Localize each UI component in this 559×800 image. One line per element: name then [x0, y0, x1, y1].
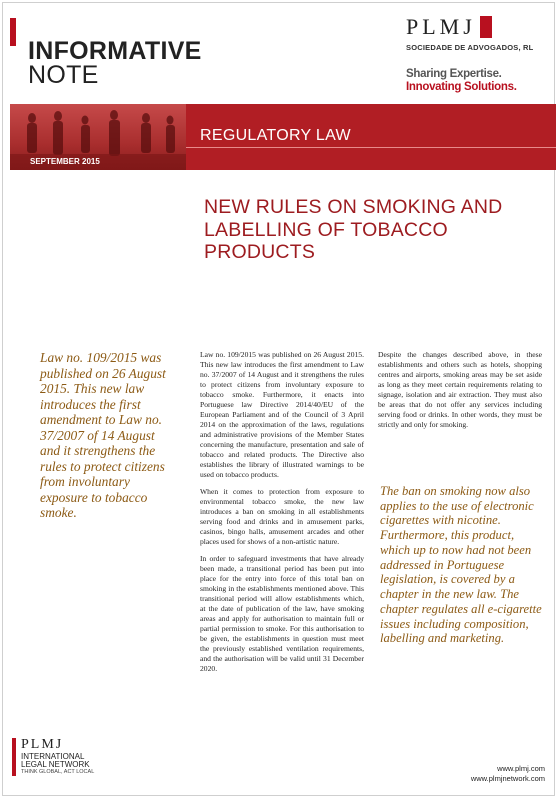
- logo-text: PLMJ: [406, 14, 476, 39]
- body-paragraph-4: Despite the changes described above, in these establishments and others such as hotels, shopping centres and airports, smoking areas may be set aside as long as they meet certain requirements relating to signage, isolation and air extraction. They must also be areas that do not offer any services including serving food or drinks. In other words, they must be strictly and only for smoking.: [378, 350, 542, 430]
- body-paragraph-2: When it comes to protection from exposure to environmental tobacco smoke, the new law introduces a ban on smoking in all establishments serving food and drinks and in amusement parks, casinos, bingo halls, amusement arcades and other places used for shows of a non-artistic nature.: [200, 487, 364, 547]
- tagline: [406, 68, 517, 94]
- network-line-1: INTERNATIONAL: [21, 751, 85, 761]
- tagline-line-2: Innovating Solutions.: [406, 81, 517, 94]
- body-paragraph-3: In order to safeguard investments that have already been made, a transitional period has been put into place for the entry into force of this total ban on smoking in the establishments mentioned above. This transitional period will allow establishments which, at the date of publication of the law, have smoking areas and apply for authorisation to maintain full or partial permission to smoke. For this authorisation to be given, the establishments in question must meet the previously established ventilation requirements, and the authorisation will be valid until 31 December 2020.: [200, 554, 364, 674]
- banner-divider: [186, 147, 556, 148]
- section-title: REGULATORY LAW: [200, 127, 351, 144]
- logo-subtitle: SOCIEDADE DE ADVOGADOS, RL: [406, 43, 534, 52]
- headline: NEW RULES ON SMOKING AND LABELLING OF TOBACCO PRODUCTS: [204, 196, 503, 264]
- pull-quote-left: Law no. 109/2015 was published on 26 August 2015. This new law introduces the first amendment to Law no. 37/2007 of 14 August and it strengthens the rules to protect citizens from involuntary exposure to tobacco smoke.: [40, 350, 166, 521]
- logo-mark-icon: [480, 16, 492, 38]
- body-paragraph-1: Law no. 109/2015 was published on 26 August 2015. This new law introduces the first amendment to Law no. 37/2007 of 14 August and it strengthens the rules to protect citizens from involuntary exposure to tobacco smoke. Furthermore, it enacts into Portuguese law Directive 2014/40/EU of the European Parliament and of the Council of 3 April 2014 on the approximation of the laws, regulations and administrative provisions of the Member States concerning the manufacture, presentation and sale of tobacco and related products. The Directive also establishes the library of illustrated warnings to be used on tobacco products.: [200, 350, 364, 480]
- tagline-line-1: Sharing Expertise.: [406, 68, 502, 80]
- footer-urls: [471, 764, 545, 784]
- publication-date: SEPTEMBER 2015: [30, 157, 100, 166]
- footer-url-network[interactable]: www.plmjnetwork.com: [470, 773, 545, 783]
- network-logo-text: PLMJ: [21, 737, 64, 752]
- body-column-right: [378, 350, 542, 437]
- network-logo: [12, 738, 132, 776]
- body-column-middle: [200, 350, 364, 681]
- pull-quote-right: The ban on smoking now also applies to the use of electronic cigarettes with nicotine. Furthermore, this product, which up to now had not been addressed in Portuguese legislation, is covered by a chapter in the new law. The chapter regulates all e-cigarette issues including composition, labelling and marketing.: [380, 484, 542, 646]
- plmj-logo: [406, 14, 548, 52]
- informative-note-title: [28, 37, 202, 89]
- network-logo-mark-icon: [12, 738, 16, 776]
- network-tagline: THINK GLOBAL, ACT LOCAL: [21, 769, 95, 776]
- title-line-1: INFORMATIVE: [28, 37, 202, 65]
- network-line-2: LEGAL NETWORK: [21, 760, 90, 770]
- red-accent-bar: [10, 18, 16, 46]
- footer-url-plmj[interactable]: www.plmj.com: [497, 764, 545, 773]
- title-line-2: NOTE: [28, 60, 99, 89]
